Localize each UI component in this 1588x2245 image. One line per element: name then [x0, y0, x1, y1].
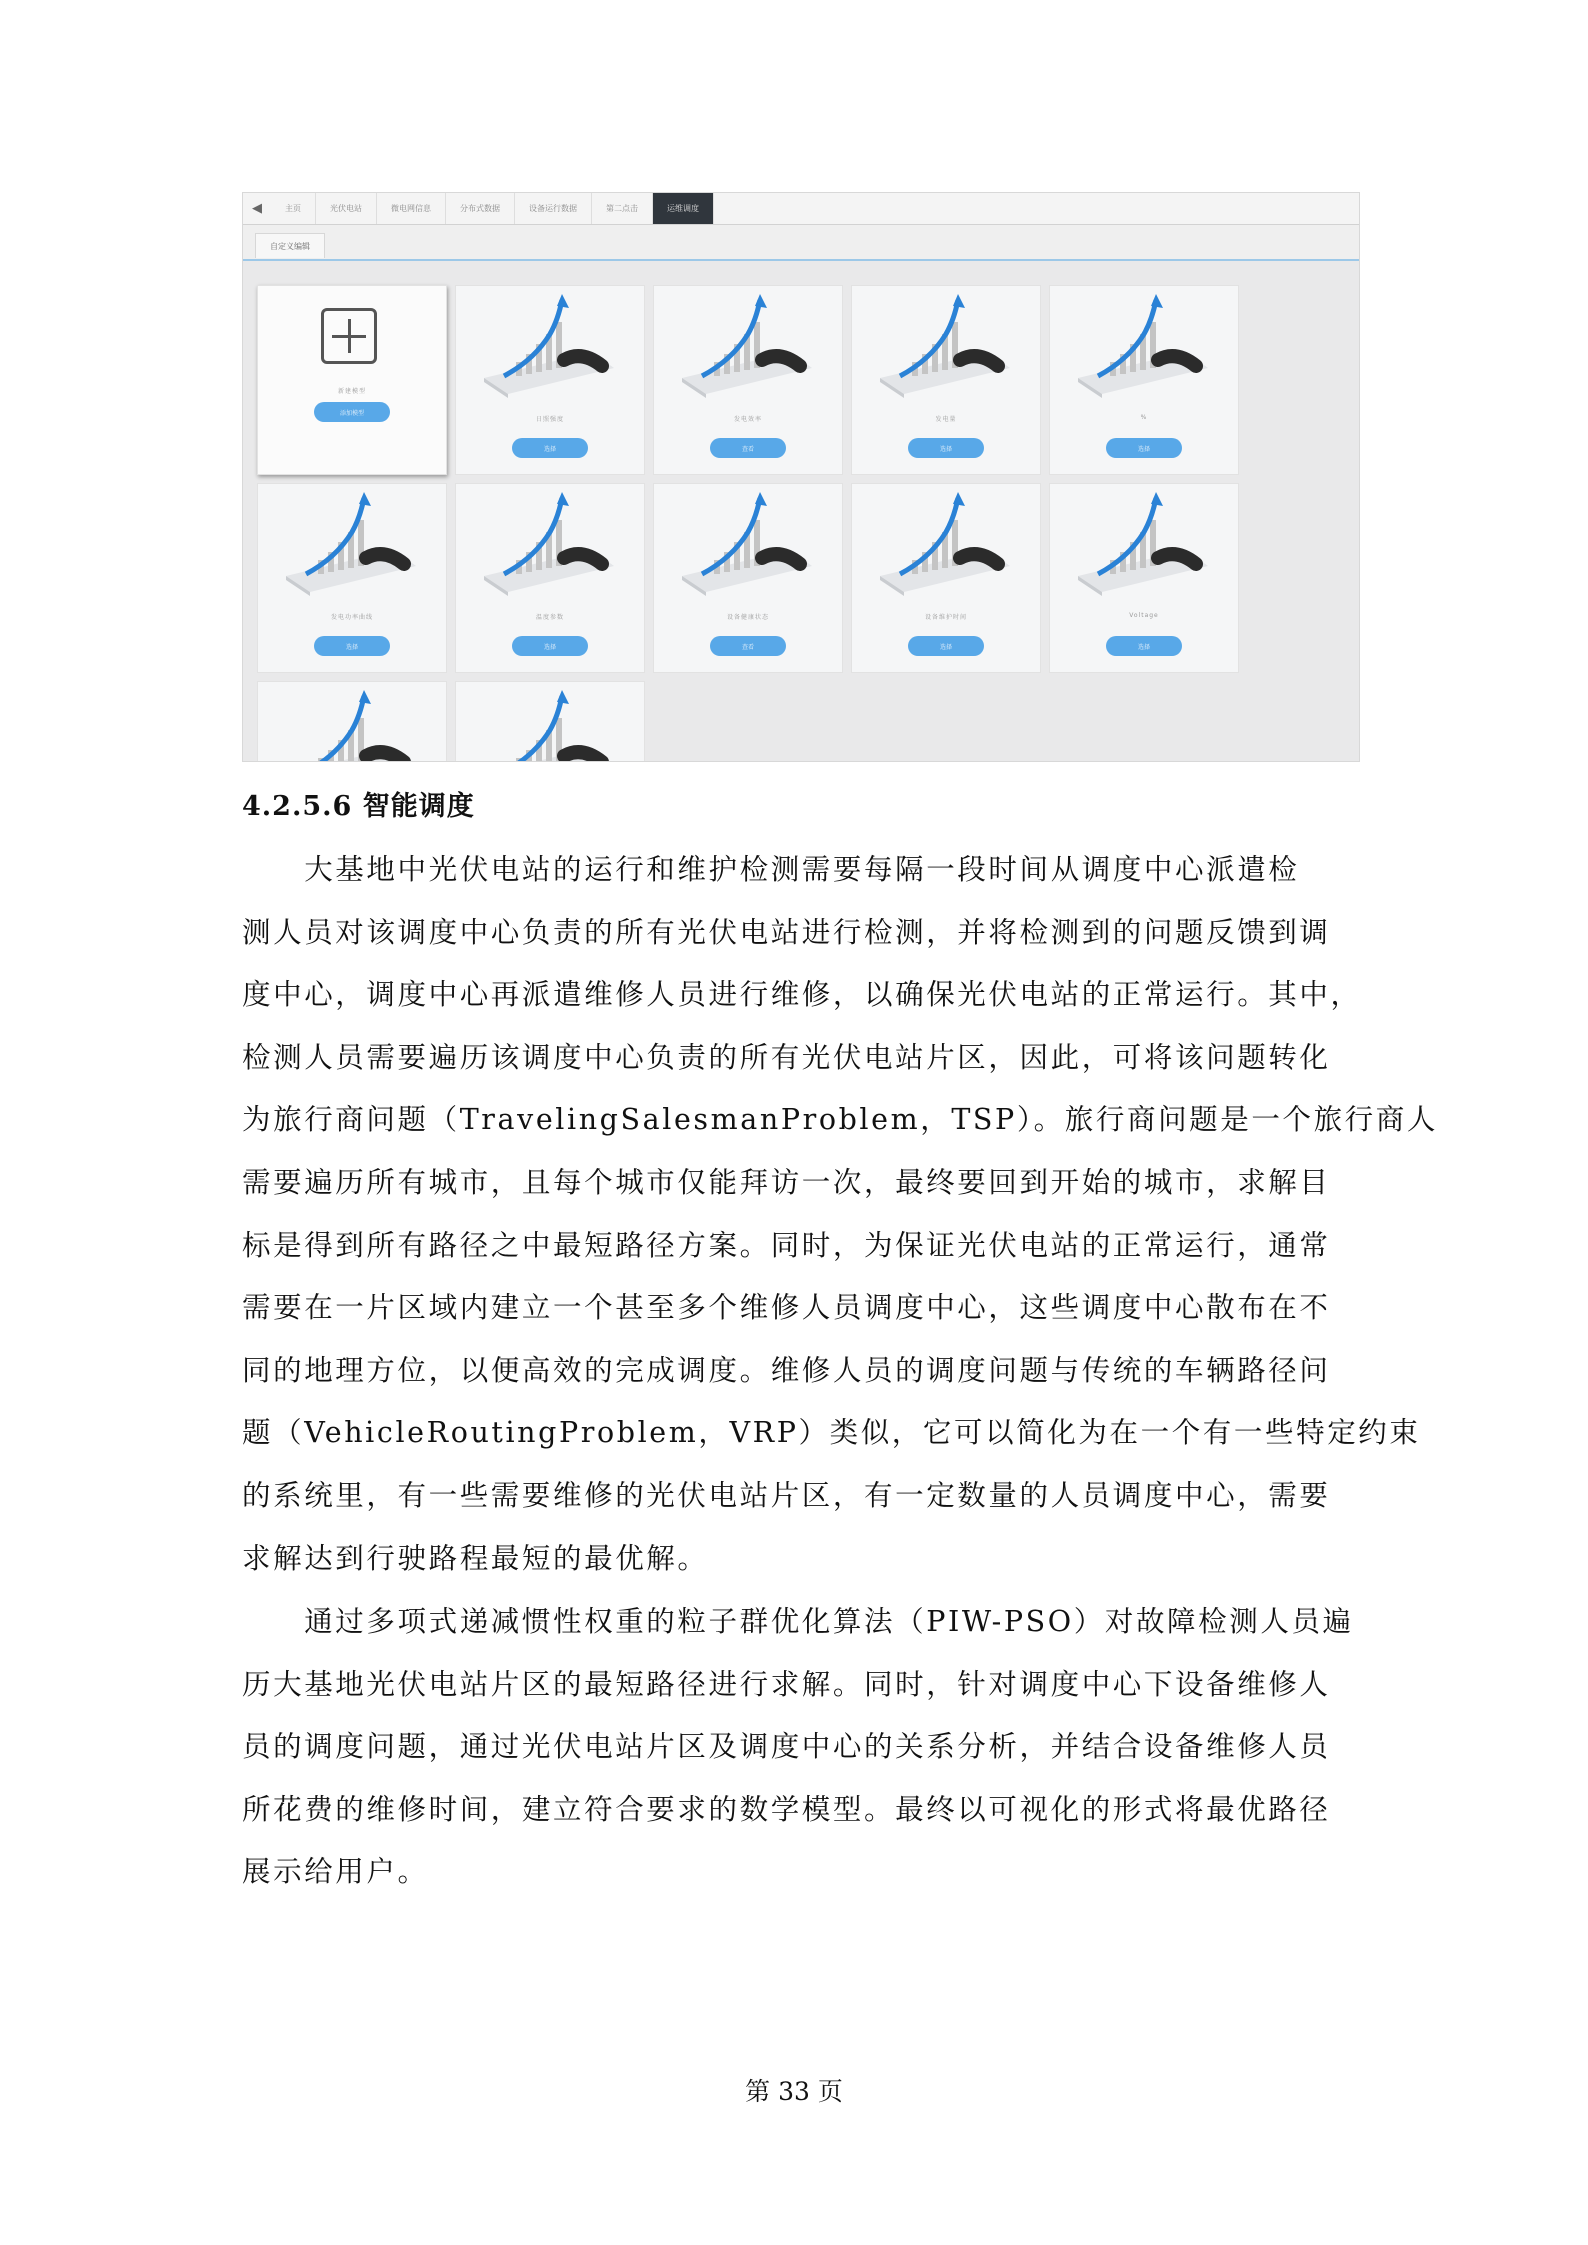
model-card[interactable] [455, 285, 645, 475]
embedded-screenshot [242, 192, 1360, 762]
text-line: 同的地理方位，以便高效的完成调度。维修人员的调度问题与传统的车辆路径问 [242, 1353, 1331, 1387]
menu-icon[interactable]: ◀ [252, 201, 262, 216]
model-card[interactable] [257, 681, 447, 762]
text-line: 求解达到行驶路程最短的最优解。 [242, 1541, 709, 1575]
paragraph-1 [242, 839, 1438, 1590]
tab-dispatch[interactable]: 运维调度 [653, 193, 714, 224]
tab-distributed[interactable]: 分布式数据 [446, 193, 515, 224]
text-line: 检测人员需要遍历该调度中心负责的所有光伏电站片区，因此，可将该问题转化 [242, 1040, 1331, 1074]
chart-illustration-icon [870, 290, 1020, 408]
card-action-button[interactable]: 查看 [710, 636, 786, 656]
text-line: 需要遍历所有城市，且每个城市仅能拜访一次，最终要回到开始的城市，求解目 [242, 1165, 1331, 1199]
model-card[interactable] [653, 285, 843, 475]
text-line: 通过多项式递减惯性权重的粒子群优化算法（PIW-PSO）对故障检测人员遍 [242, 1605, 1354, 1638]
card-label: 温度参数 [535, 614, 564, 621]
text-line: 的系统里，有一些需要维修的光伏电站片区，有一定数量的人员调度中心，需要 [242, 1478, 1331, 1512]
text-line: 所花费的维修时间，建立符合要求的数学模型。最终以可视化的形式将最优路径 [242, 1792, 1331, 1826]
card-action-button[interactable]: 查看 [710, 438, 786, 458]
chart-illustration-icon [672, 488, 822, 606]
chart-illustration-icon [474, 686, 624, 762]
card-action-button[interactable]: 选择 [908, 438, 984, 458]
card-action-button[interactable]: 选择 [512, 438, 588, 458]
card-label: 设备维护时间 [924, 614, 967, 621]
section-heading: 4.2.5.6 智能调度 [242, 791, 475, 822]
tab-pv-station[interactable]: 光伏电站 [316, 193, 377, 224]
tab-microgrid[interactable]: 微电网信息 [377, 193, 446, 224]
card-label: 发电功率曲线 [330, 614, 373, 621]
chart-illustration-icon [276, 488, 426, 606]
chart-illustration-icon [1068, 290, 1218, 408]
card-label: 发电效率 [733, 416, 762, 423]
text-line: 题（VehicleRoutingProblem，VRP）类似，它可以简化为在一个有一些特定约束 [242, 1416, 1421, 1450]
card-action-button[interactable]: 选择 [512, 636, 588, 656]
chart-illustration-icon [1068, 488, 1218, 606]
text-line: 度中心，调度中心再派遣维修人员进行维修，以确保光伏电站的正常运行。其中， [242, 978, 1362, 1012]
card-action-button[interactable]: 选择 [314, 636, 390, 656]
card-label: 日照强度 [535, 416, 564, 423]
text-line: 历大基地光伏电站片区的最短路径进行求解。同时，针对调度中心下设备维修人 [242, 1667, 1331, 1701]
card-label: Voltage [1129, 612, 1159, 619]
text-line: 大基地中光伏电站的运行和维护检测需要每隔一段时间从调度中心派遣检 [242, 853, 1300, 886]
tab-device-data[interactable]: 设备运行数据 [515, 193, 592, 224]
subtab-custom-edit[interactable]: 自定义编辑 [255, 233, 325, 258]
model-card[interactable] [1049, 483, 1239, 673]
model-card[interactable] [851, 285, 1041, 475]
text-line: 员的调度问题，通过光伏电站片区及调度中心的关系分析，并结合设备维修人员 [242, 1730, 1331, 1764]
chart-illustration-icon [474, 290, 624, 408]
card-action-button[interactable]: 选择 [1106, 636, 1182, 656]
text-line: 展示给用户。 [242, 1855, 429, 1889]
tab-second[interactable]: 第二点击 [592, 193, 653, 224]
card-action-button[interactable]: 选择 [1106, 438, 1182, 458]
tab-home[interactable]: 主页 [271, 193, 316, 224]
card-action-button[interactable]: 选择 [908, 636, 984, 656]
model-card[interactable] [257, 483, 447, 673]
text-line: 需要在一片区域内建立一个甚至多个维修人员调度中心，这些调度中心散布在不 [242, 1291, 1331, 1325]
card-label: 设备健康状态 [726, 614, 769, 621]
model-card[interactable] [455, 483, 645, 673]
plus-icon[interactable] [321, 308, 377, 364]
paragraph-2 [242, 1591, 1362, 1904]
add-model-button[interactable]: 添加模型 [314, 402, 390, 422]
text-line: 测人员对该调度中心负责的所有光伏电站进行检测，并将检测到的问题反馈到调 [242, 915, 1331, 949]
card-label: 新建模型 [337, 388, 366, 395]
card-label: % [1140, 414, 1148, 421]
add-model-card[interactable] [257, 285, 447, 475]
model-card[interactable] [653, 483, 843, 673]
card-grid [243, 193, 1359, 761]
text-line: 为旅行商问题（TravelingSalesmanProblem，TSP）。旅行商问题是一个旅行商人 [242, 1103, 1438, 1137]
page-number: 第 33 页 [745, 2077, 843, 2106]
card-label: 发电量 [935, 416, 957, 423]
model-card[interactable] [455, 681, 645, 762]
text-line: 标是得到所有路径之中最短路径方案。同时，为保证光伏电站的正常运行，通常 [242, 1228, 1331, 1262]
chart-illustration-icon [672, 290, 822, 408]
chart-illustration-icon [276, 686, 426, 762]
chart-illustration-icon [474, 488, 624, 606]
model-card[interactable] [1049, 285, 1239, 475]
chart-illustration-icon [870, 488, 1020, 606]
model-card[interactable] [851, 483, 1041, 673]
